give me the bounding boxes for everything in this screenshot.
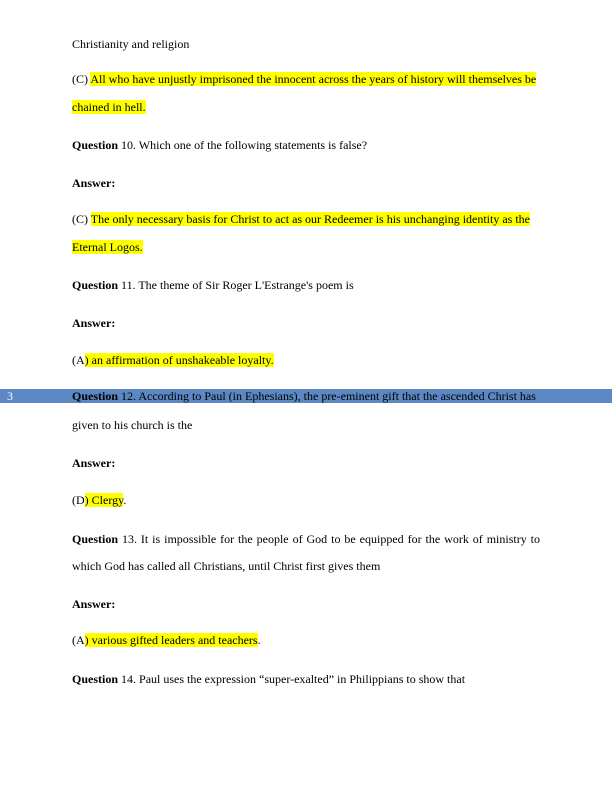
question-11: Question 11. The theme of Sir Roger L'Estrange's poem is <box>72 278 354 292</box>
highlighted-answer: Eternal Logos. <box>72 240 143 254</box>
question-label: Question <box>72 389 119 403</box>
q13-answer: (A) various gifted leaders and teachers. <box>72 633 261 647</box>
q11-answer: (A) an affirmation of unshakeable loyalty. <box>72 353 274 367</box>
highlighted-answer: chained in hell. <box>72 100 146 114</box>
q10-answer-line2 <box>72 240 540 254</box>
highlighted-answer: All who have unjustly imprisoned the innocent across the years of history will themselves be <box>90 72 537 86</box>
question-10: Question 10. Which one of the following statements is false? <box>72 138 368 152</box>
question-label: Question <box>72 672 119 686</box>
running-header: Christianity and religion <box>72 37 190 51</box>
q11-answer-label: Answer: <box>72 316 116 330</box>
page-number: 3 <box>7 389 13 403</box>
q13-answer-label: Answer: <box>72 597 116 611</box>
q10-answer-label: Answer: <box>72 176 116 190</box>
question-13-line2: which God has called all Christians, until Christ first gives them <box>72 559 381 573</box>
highlighted-answer: ) Clergy <box>84 493 124 507</box>
question-label: Question <box>72 138 119 152</box>
q9-answer-line1: (C) All who have unjustly imprisoned the innocent across the years of history will themselves be <box>72 72 537 86</box>
question-label: Question <box>72 278 119 292</box>
q10-answer-line1: (C) The only necessary basis for Christ to act as our Redeemer is his unchanging identity as the <box>72 212 531 226</box>
question-12-line1: Question 12. According to Paul (in Ephesians), the pre-eminent gift that the ascended Christ has <box>72 389 536 403</box>
q9-answer-line2 <box>72 100 540 114</box>
question-label: Question <box>72 532 119 546</box>
q12-answer: (D) Clergy. <box>72 493 127 507</box>
highlighted-answer: ) an affirmation of unshakeable loyalty. <box>84 353 274 367</box>
question-14: Question 14. Paul uses the expression “super-exalted” in Philippians to show that <box>72 672 466 686</box>
question-12-line2: given to his church is the <box>72 418 193 432</box>
highlighted-answer: ) various gifted leaders and teachers <box>84 633 258 647</box>
question-13-line1: Question 13. It is impossible for the people of God to be equipped for the work of ministry to <box>72 532 540 546</box>
q12-answer-label: Answer: <box>72 456 116 470</box>
highlighted-answer: The only necessary basis for Christ to act as our Redeemer is his unchanging identity as the <box>90 212 531 226</box>
